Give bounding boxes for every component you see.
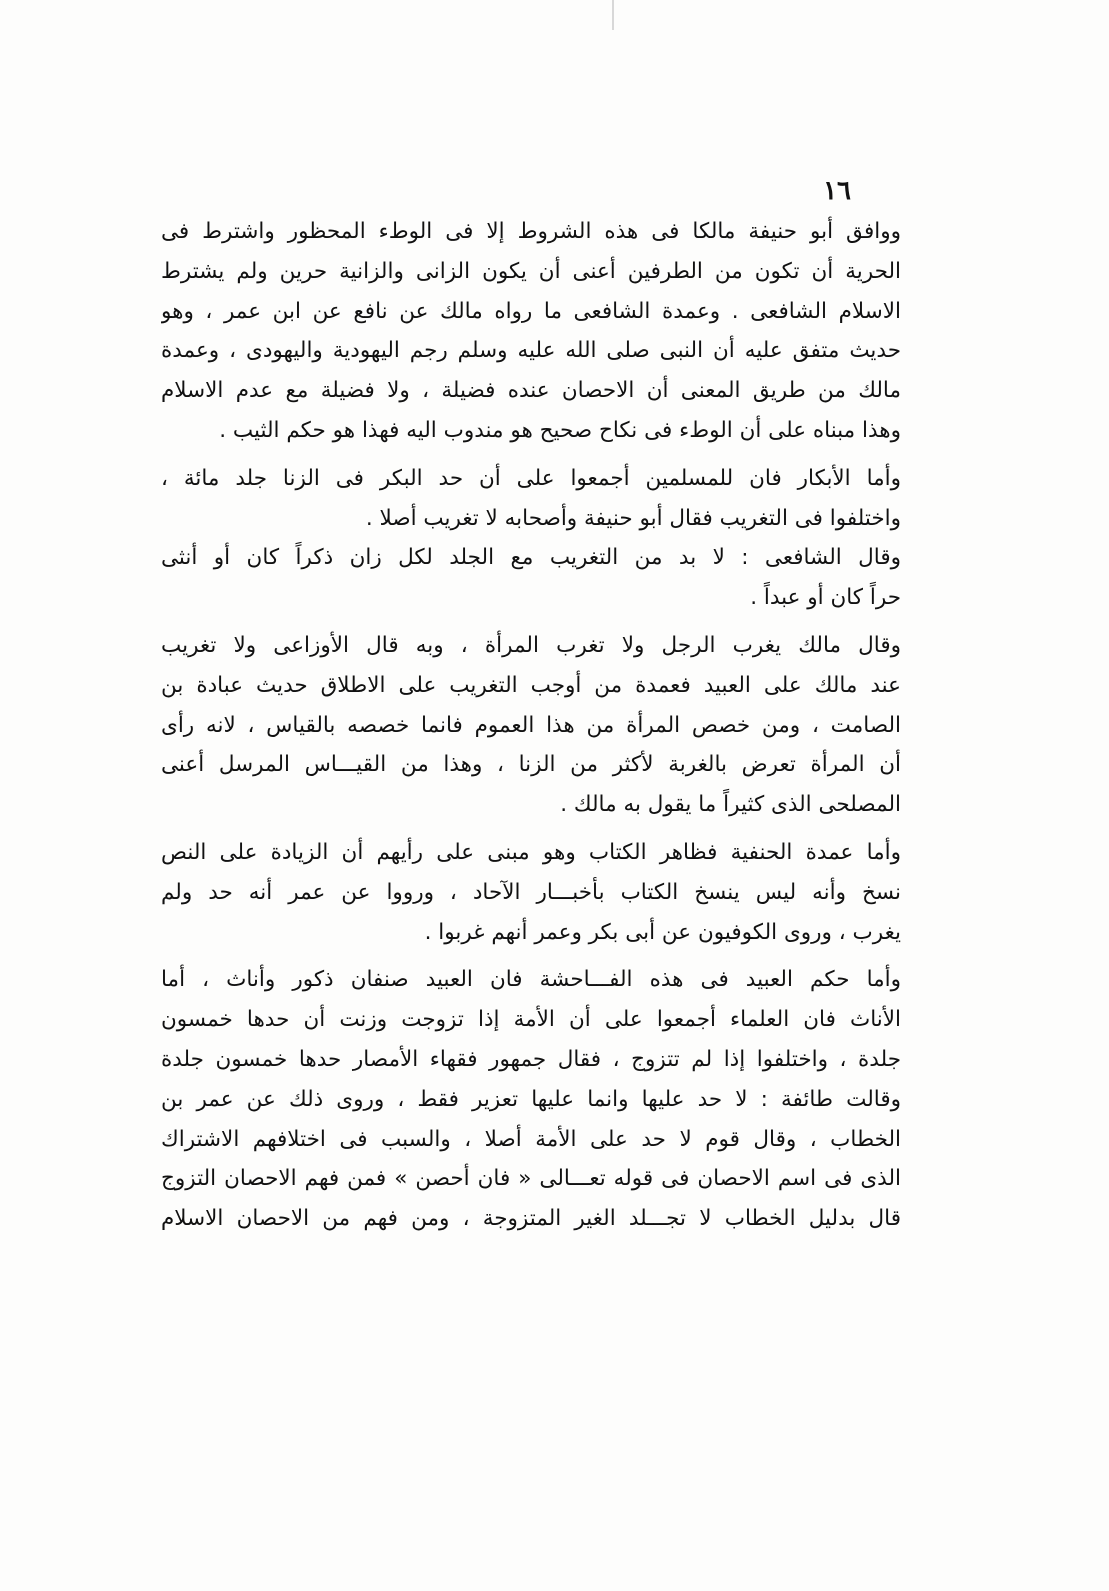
paragraph: [161, 960, 901, 1239]
text-line: حراً كان أو عبداً .: [750, 585, 901, 611]
paragraph: [161, 538, 901, 618]
text-line: نسخ وأنه ليس ينسخ الكتاب بأخبـــار الآحاد ، ورووا عن عمر أنه حد ولم: [161, 879, 901, 905]
text-line: حديث متفق عليه أن النبى صلى الله عليه وسلم رجم اليهودية واليهودى ، وعمدة: [161, 338, 901, 364]
text-line: واختلفوا فى التغريب فقال أبو حنيفة وأصحابه لا تغريب أصلا .: [365, 505, 901, 531]
text-line: وقال الشافعى : لا بد من التغريب مع الجلد لكل زان ذكراً كان أو أنثى: [161, 545, 901, 571]
text-line: قال بدليل الخطاب لا تجـــلد الغير المتزوجة ، ومن فهم من الاحصان الاسلام: [161, 1206, 901, 1232]
paragraph: [161, 833, 901, 952]
page-number: ١٦: [823, 176, 851, 206]
text-line: وأما حكم العبيد فى هذه الفـــاحشة فان العبيد صنفان ذكور وأناث ، أما: [161, 967, 901, 993]
text-line: الاسلام الشافعى . وعمدة الشافعى ما رواه مالك عن نافع عن ابن عمر ، وهو: [161, 298, 901, 324]
text-line: الأناث فان العلماء أجمعوا على أن الأمة إذا تزوجت وزنت أن حدها خمسون: [161, 1007, 901, 1033]
text-line: وقال مالك يغرب الرجل ولا تغرب المرأة ، وبه قال الأوزاعى ولا تغريب: [161, 632, 901, 658]
text-line: الذى فى اسم الاحصان فى قوله تعـــالى « فان أحصن » فمن فهم الاحصان التزوج: [161, 1166, 901, 1192]
text-line: المصلحى الذى كثيراً ما يقول به مالك .: [560, 792, 901, 818]
paragraph: [161, 212, 901, 451]
paragraph: [161, 459, 901, 539]
paragraph: [161, 626, 901, 825]
text-line: أن المرأة تعرض بالغربة لأكثر من الزنا ، وهذا من القيـــاس المرسل أعنى: [161, 752, 901, 778]
text-line: يغرب ، وروى الكوفيون عن أبى بكر وعمر أنهم غربوا .: [424, 919, 901, 945]
text-line: وأما عمدة الحنفية فظاهر الكتاب وهو مبنى على رأيهم أن الزيادة على النص: [161, 839, 901, 865]
body-text: [161, 212, 901, 1239]
text-line: الحرية أن تكون من الطرفين أعنى أن يكون الزانى والزانية حرين ولم يشترط: [161, 258, 901, 284]
text-line: وقالت طائفة : لا حد عليها وانما عليها تعزير فقط ، وروى ذلك عن عمر بن: [161, 1086, 901, 1112]
text-line: وهذا مبناه على أن الوطء فى نكاح صحيح هو مندوب اليه فهذا هو حكم الثيب .: [219, 417, 901, 443]
text-line: الخطاب ، وقال قوم لا حد على الأمة أصلا ، والسبب فى اختلافهم الاشتراك: [161, 1126, 901, 1152]
scan-mark: [612, 0, 614, 30]
text-line: ووافق أبو حنيفة مالكا فى هذه الشروط إلا فى الوطء المحظور واشترط فى: [161, 219, 901, 244]
text-line: الصامت ، ومن خصص المرأة من هذا العموم فانما خصصه بالقياس ، لانه رأى: [161, 712, 901, 738]
text-line: عند مالك على العبيد فعمدة من أوجب التغريب على الاطلاق حديث عبادة بن: [161, 672, 901, 698]
text-line: مالك من طريق المعنى أن الاحصان عنده فضيلة ، ولا فضيلة مع عدم الاسلام: [161, 378, 901, 404]
text-line: جلدة ، واختلفوا إذا لم تتزوج ، فقال جمهور فقهاء الأمصار حدها خمسون جلدة: [161, 1046, 901, 1072]
text-line: وأما الأبكار فان للمسلمين أجمعوا على أن حد البكر فى الزنا جلد مائة ،: [161, 465, 901, 491]
